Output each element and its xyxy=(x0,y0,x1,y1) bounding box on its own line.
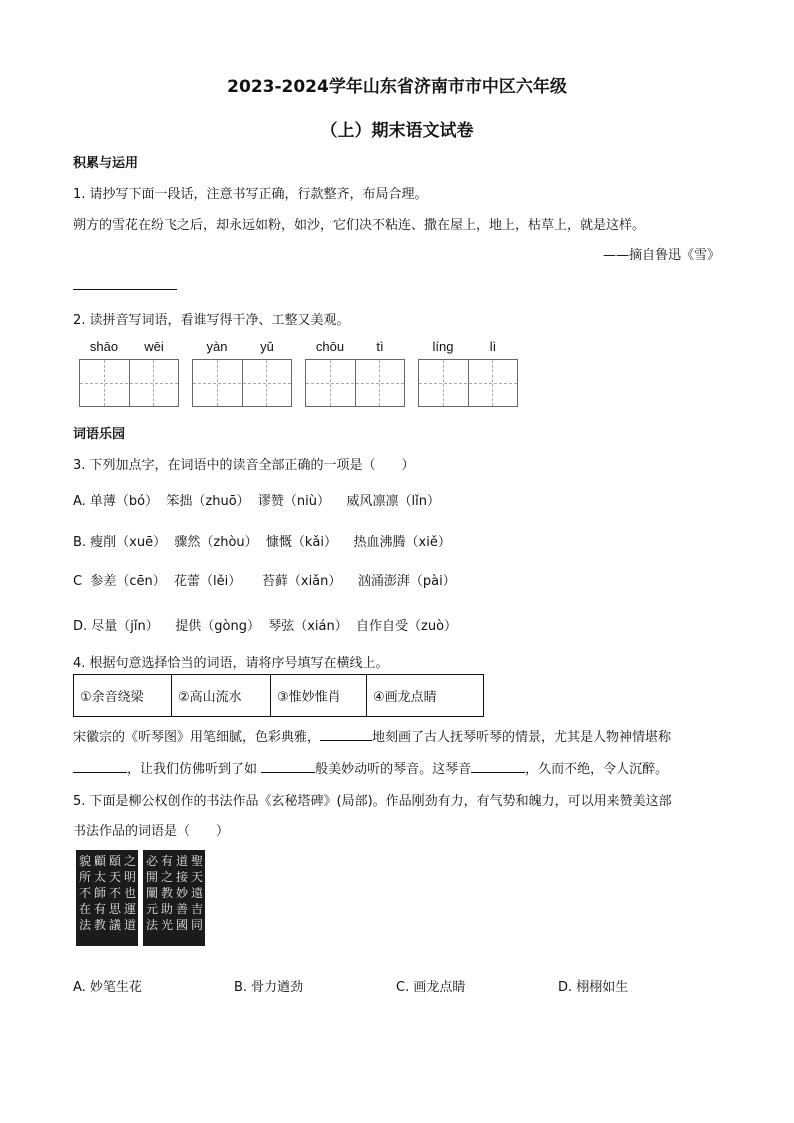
q5-option-b[interactable]: B. 骨力遒劲 xyxy=(234,980,304,995)
page-subtitle: （上）期末语文试卷 xyxy=(320,121,474,141)
pinyin-label: wēi xyxy=(144,339,164,354)
pinyin-box-group-2 xyxy=(192,339,292,407)
pinyin-label: lì xyxy=(489,339,497,354)
q1-prompt: 1. 请抄写下面一段话，注意书写正确，行款整齐，布局合理。 xyxy=(73,187,428,202)
pinyin-label: tì xyxy=(376,339,384,354)
writing-grid[interactable] xyxy=(79,359,179,407)
q3-option-b[interactable]: B. 瘦削（xuē） 骤然（zhòu） 慷慨（kǎi） 热血沸腾（xiě） xyxy=(73,535,451,550)
q5-option-a[interactable]: A. 妙笔生花 xyxy=(73,980,142,995)
writing-grid[interactable] xyxy=(192,359,292,407)
pinyin-box-group-3 xyxy=(305,339,405,407)
q5-option-c[interactable]: C. 画龙点睛 xyxy=(396,980,466,995)
writing-grid[interactable] xyxy=(418,359,518,407)
q4-choice-2: ②高山流水 xyxy=(172,675,271,717)
q4-text-e: ，久而不绝，令人沉醉。 xyxy=(525,762,669,777)
pinyin-label: yǔ xyxy=(260,339,274,354)
q3-option-c[interactable]: C 参差（cēn） 花蕾（lěi） 苔藓（xiǎn） 汹涌澎湃（pài） xyxy=(73,574,456,589)
q4-blank-4[interactable] xyxy=(471,759,525,773)
q4-sentence-line2 xyxy=(73,758,668,777)
q4-choice-3: ③惟妙惟肖 xyxy=(271,675,367,717)
q5-prompt-line2: 书法作品的词语是（ ） xyxy=(73,824,230,839)
pinyin-box-group-1 xyxy=(79,339,179,407)
writing-grid[interactable] xyxy=(305,359,405,407)
q1-passage: 朔方的雪花在纷飞之后，却永远如粉，如沙，它们决不粘连、撒在屋上，地上，枯草上，就是这样。 xyxy=(73,218,646,233)
pinyin-label: yàn xyxy=(206,339,228,354)
pinyin-label: chōu xyxy=(315,339,345,354)
q4-prompt: 4. 根据句意选择恰当的词语，请将序号填写在横线上。 xyxy=(73,656,389,671)
q1-answer-line xyxy=(73,289,177,290)
pinyin-label: shāo xyxy=(89,339,119,354)
q4-text-a: 宋徽宗的《听琴图》用笔细腻，色彩典雅， xyxy=(73,730,321,745)
section-heading-accumulation: 积累与运用 xyxy=(73,156,139,171)
page-title: 2023-2024学年山东省济南市市中区六年级 xyxy=(227,77,567,97)
q4-choice-table xyxy=(73,674,484,717)
calligraphy-image-left: 貌 所 不 在 法 顧 太 師 有 教 頤 天 不 思 議 之 明 也 運 道 xyxy=(76,850,138,946)
q4-sentence-line1 xyxy=(73,726,671,745)
q4-blank-1[interactable] xyxy=(320,727,372,741)
section-heading-words: 词语乐园 xyxy=(73,427,126,442)
q4-text-c: ，让我们仿佛听到了如 xyxy=(127,762,262,777)
q4-choice-4: ④画龙点睛 xyxy=(367,675,484,717)
q4-blank-3[interactable] xyxy=(261,759,315,773)
q3-option-d[interactable]: D. 尽量（jǐn） 提供（gòng） 琴弦（xián） 自作自受（zuò） xyxy=(73,619,458,634)
q3-option-a[interactable]: A. 单薄（bó） 笨拙（zhuō） 谬赞（niù） 威风凛凛（lǐn） xyxy=(73,494,441,509)
q3-prompt: 3. 下列加点字，在词语中的读音全部正确的一项是（ ） xyxy=(73,458,415,473)
q1-source: ——摘自鲁迅《雪》 xyxy=(602,248,720,263)
q4-text-b: 地刻画了古人抚琴听琴的情景，尤其是人物神情堪称 xyxy=(372,730,672,745)
q4-blank-2[interactable] xyxy=(73,759,127,773)
q5-option-d[interactable]: D. 栩栩如生 xyxy=(558,980,629,995)
q2-prompt: 2. 读拼音写词语，看谁写得干净、工整又美观。 xyxy=(73,313,350,328)
pinyin-label: líng xyxy=(432,339,454,354)
calligraphy-image-right: 必 開 闡 元 法 有 之 教 助 光 道 接 妙 善 國 聖 天 遠 吉 同 xyxy=(143,850,205,946)
q4-choice-1: ①余音绕梁 xyxy=(74,675,172,717)
q5-prompt-line1: 5. 下面是柳公权创作的书法作品《玄秘塔碑》(局部)。作品刚劲有力，有气势和魄力，可以用来赞美这部 xyxy=(73,794,672,809)
q4-text-d: 般美妙动听的琴音。这琴音 xyxy=(315,762,472,777)
pinyin-box-group-4 xyxy=(418,339,518,407)
